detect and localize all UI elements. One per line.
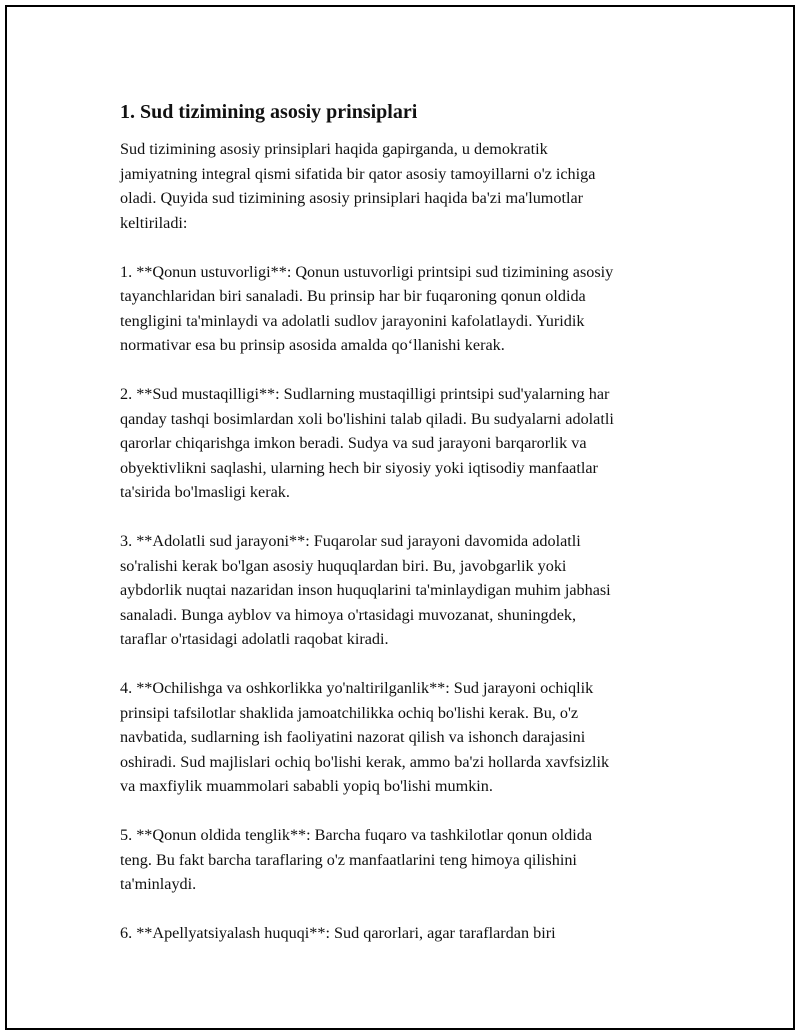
intro-paragraph (120, 137, 710, 235)
text-line: va maxfiylik muammolari sababli yopiq bo'lishi mumkin. (120, 777, 493, 795)
text-line: 6. **Apellyatsiyalash huquqi**: Sud qarorlari, agar taraflardan biri (120, 924, 556, 942)
page-frame (5, 5, 795, 1030)
text-line: 2. **Sud mustaqilligi**: Sudlarning mustaqilligi printsipi sud'yalarning har (120, 385, 610, 403)
text-line: tengligini ta'minlaydi va adolatli sudlov jarayonini kafolatlaydi. Yuridik (120, 311, 585, 330)
text-line: 1. **Qonun ustuvorligi**: Qonun ustuvorligi printsipi sud tizimining asosiy (120, 262, 614, 281)
text-line: normativar esa bu prinsip asosida amalda qo‘llanishi kerak. (120, 336, 505, 354)
principle-paragraph-6 (120, 921, 710, 946)
text-line: Sud tizimining asosiy prinsiplari haqida gapirganda, u demokratik (120, 140, 548, 158)
text-line: ta'sirida bo'lmasligi kerak. (120, 483, 290, 501)
principle-paragraph-4 (120, 676, 710, 799)
text-line: oladi. Quyida sud tizimining asosiy prinsiplari haqida ba'zi ma'lumotlar (120, 189, 584, 207)
text-line: tayanchlaridan biri sanaladi. Bu prinsip har bir fuqaroning qonun oldida (120, 287, 586, 305)
principle-paragraph-5 (120, 823, 710, 897)
text-line: qarorlar chiqarishga imkon beradi. Sudya va sud jarayoni barqarorlik va (120, 434, 587, 452)
text-line: prinsipi tafsilotlar shaklida jamoatchilikka ochiq bo'lishi kerak. Bu, o'z (120, 703, 579, 722)
text-line: taraflar o'rtasidagi adolatli raqobat kiradi. (120, 630, 389, 648)
text-line: jamiyatning integral qismi sifatida bir qator asosiy tamoyillarni o'z ichiga (120, 164, 596, 183)
text-line: oshiradi. Sud majlislari ochiq bo'lishi kerak, ammo ba'zi hollarda xavfsizlik (120, 752, 610, 771)
text-line: obyektivlikni saqlashi, ularning hech bir siyosiy yoki iqtisodiy manfaatlar (120, 458, 598, 477)
text-line: teng. Bu fakt barcha taraflaring o'z manfaatlarini teng himoya qilishini (120, 850, 577, 869)
text-line: 3. **Adolatli sud jarayoni**: Fuqarolar sud jarayoni davomida adolatli (120, 532, 581, 550)
text-line: ta'minlaydi. (120, 875, 197, 893)
text-line: qanday tashqi bosimlardan xoli bo'lishini talab qiladi. Bu sudyalarni adolatli (120, 409, 614, 428)
text-line: navbatida, sudlarning ish faoliyatini nazorat qilish va ishonch darajasini (120, 728, 586, 746)
document-body (120, 99, 710, 970)
text-line: sanaladi. Bunga ayblov va himoya o'rtasidagi muvozanat, shuningdek, (120, 605, 577, 624)
text-line: 5. **Qonun oldida tenglik**: Barcha fuqaro va tashkilotlar qonun oldida (120, 826, 593, 844)
section-title: 1. Sud tizimining asosiy prinsiplari (120, 101, 418, 123)
text-line: 4. **Ochilishga va oshkorlikka yo'naltirilganlik**: Sud jarayoni ochiqlik (120, 679, 594, 697)
text-line: aybdorlik nuqtai nazaridan inson huquqlarini ta'minlaydigan muhim jabhasi (120, 581, 611, 599)
principle-paragraph-2 (120, 382, 710, 505)
principle-paragraph-1 (120, 260, 710, 358)
text-line: keltiriladi: (120, 213, 188, 232)
text-line: so'ralishi kerak bo'lgan asosiy huquqlardan biri. Bu, javobgarlik yoki (120, 556, 567, 575)
principle-paragraph-3 (120, 529, 710, 652)
